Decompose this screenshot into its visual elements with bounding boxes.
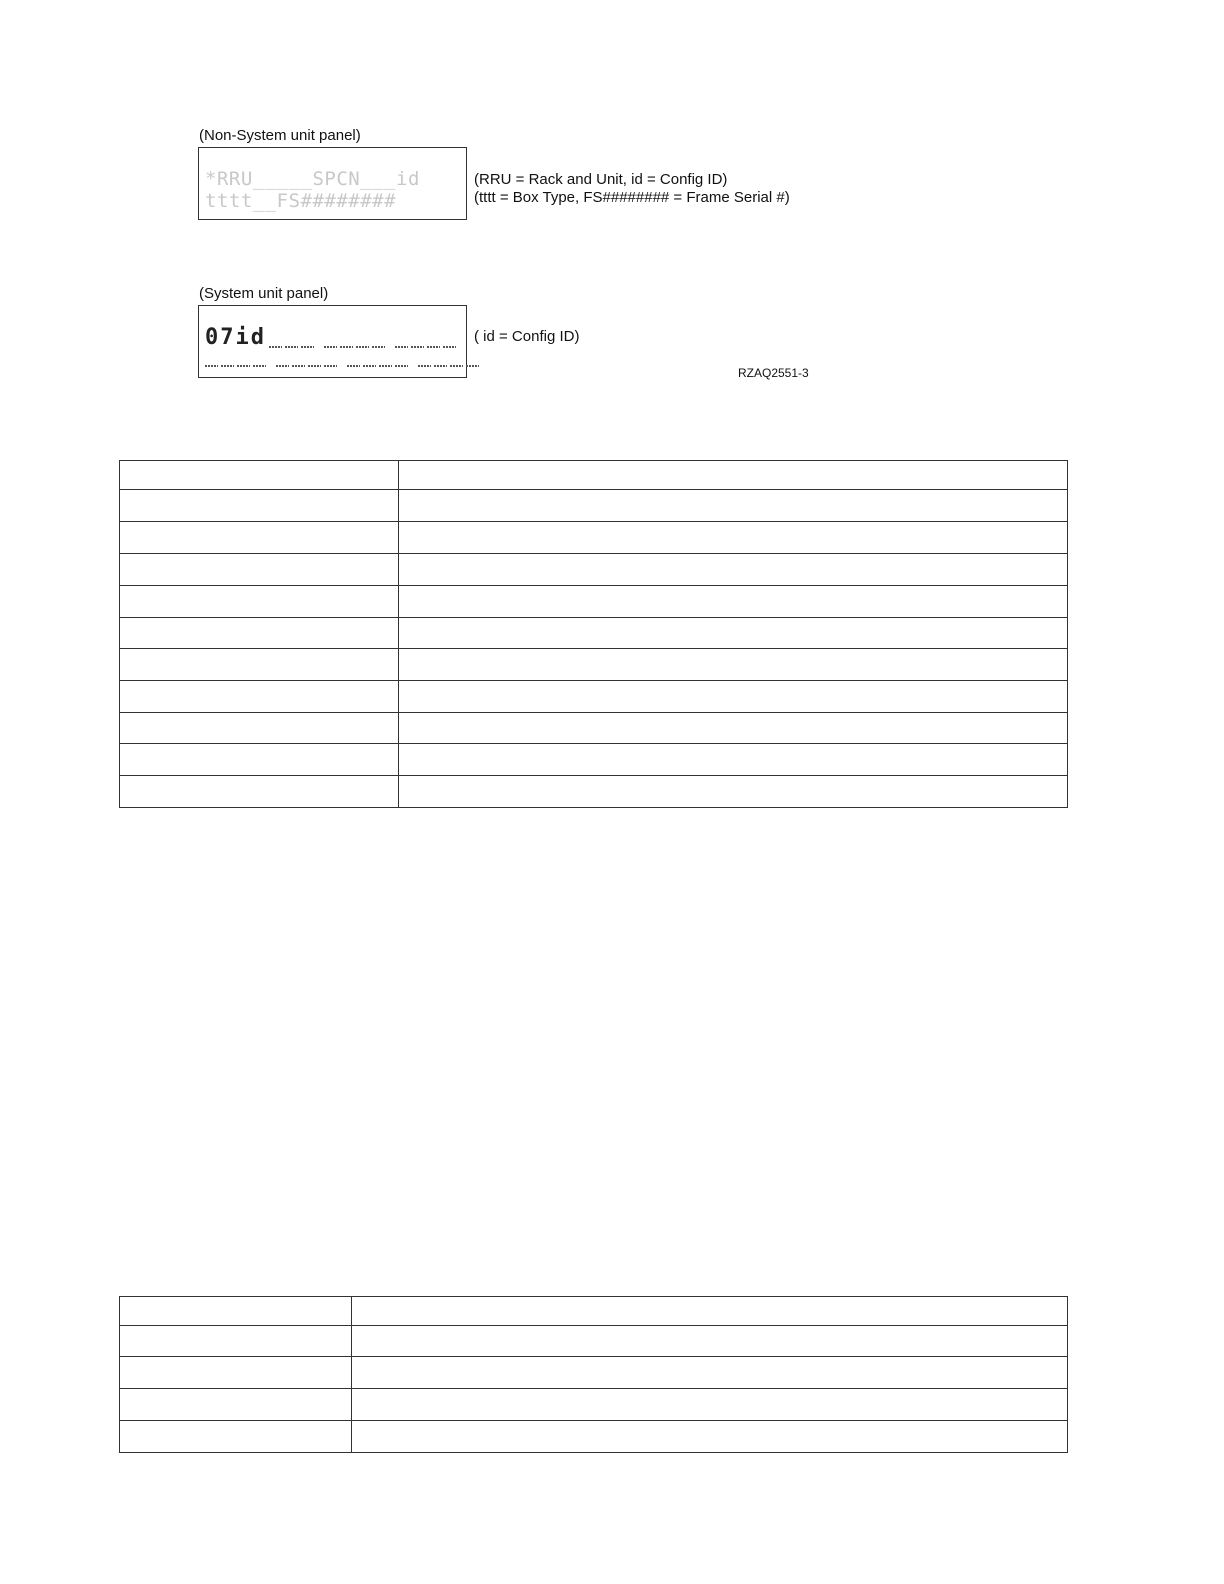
table1-cell <box>399 554 1068 586</box>
table2-cell <box>352 1326 1068 1357</box>
system-panel-line-1-placeholders <box>269 346 456 348</box>
table-row <box>120 713 1068 744</box>
table1-cell <box>399 649 1068 681</box>
system-panel-display <box>198 305 467 378</box>
system-panel-note: ( id = Config ID) <box>474 328 580 345</box>
table1-cell <box>399 744 1068 776</box>
table1-cell <box>399 776 1068 808</box>
table2-cell <box>120 1297 352 1326</box>
table1-cell <box>399 586 1068 618</box>
table-row <box>120 618 1068 649</box>
non-system-panel-line-2: tttt__FS######## <box>205 190 397 212</box>
table2-cell <box>120 1326 352 1357</box>
table-row <box>120 1421 1068 1453</box>
table-row <box>120 1357 1068 1389</box>
table-row <box>120 522 1068 554</box>
table-row <box>120 744 1068 776</box>
table1-cell <box>399 490 1068 522</box>
table2-cell <box>120 1389 352 1421</box>
table1-cell <box>399 618 1068 649</box>
table1-cell <box>120 776 399 808</box>
non-system-panel-note-1: (RRU = Rack and Unit, id = Config ID) <box>474 171 728 188</box>
table1-cell <box>399 713 1068 744</box>
figure-id: RZAQ2551-3 <box>738 366 809 380</box>
table1-cell <box>120 618 399 649</box>
table-1 <box>119 460 1068 808</box>
system-panel-line-1: 07id <box>205 325 266 350</box>
table-row <box>120 461 1068 490</box>
non-system-panel-display <box>198 147 467 220</box>
table2-cell <box>352 1389 1068 1421</box>
table1-cell <box>120 649 399 681</box>
table2-cell <box>352 1357 1068 1389</box>
table-row <box>120 586 1068 618</box>
system-panel-line-2-placeholders <box>205 365 479 367</box>
table-row <box>120 1297 1068 1326</box>
table1-cell <box>120 586 399 618</box>
table1-cell <box>120 713 399 744</box>
table-row <box>120 1389 1068 1421</box>
table2-cell <box>352 1421 1068 1453</box>
table1-cell <box>399 681 1068 713</box>
table1-cell <box>120 461 399 490</box>
table-2 <box>119 1296 1068 1453</box>
table-row <box>120 649 1068 681</box>
table-row <box>120 776 1068 808</box>
table1-cell <box>399 461 1068 490</box>
table1-cell <box>120 522 399 554</box>
table-row <box>120 490 1068 522</box>
table1-cell <box>120 554 399 586</box>
table-row <box>120 681 1068 713</box>
table2-cell <box>120 1421 352 1453</box>
table-row <box>120 554 1068 586</box>
table-row <box>120 1326 1068 1357</box>
table2-cell <box>352 1297 1068 1326</box>
system-panel-caption: (System unit panel) <box>199 285 329 302</box>
table1-cell <box>120 490 399 522</box>
non-system-panel-line-1: *RRU_____SPCN___id <box>205 168 420 190</box>
table1-cell <box>120 744 399 776</box>
table1-cell <box>120 681 399 713</box>
non-system-panel-caption: (Non-System unit panel) <box>199 127 361 144</box>
table2-cell <box>120 1357 352 1389</box>
table1-cell <box>399 522 1068 554</box>
non-system-panel-note-2: (tttt = Box Type, FS######## = Frame Serial #) <box>474 189 790 206</box>
